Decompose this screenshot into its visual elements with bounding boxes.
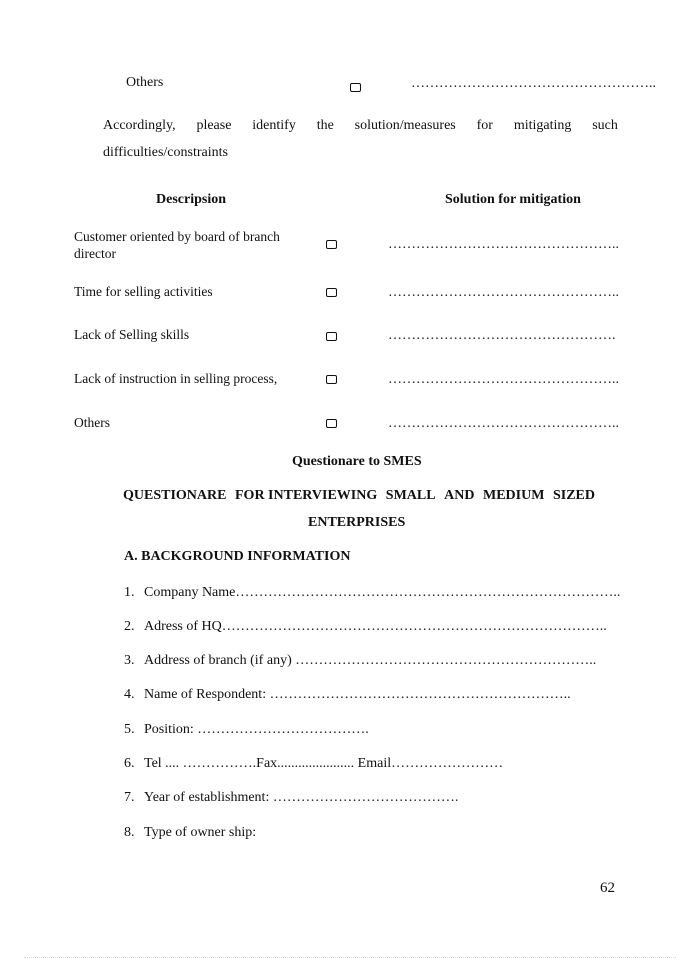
hq-address-field[interactable]: Adress of HQ……………………………………………………………………….. bbox=[144, 619, 607, 634]
heading-word: SMALL bbox=[385, 488, 436, 503]
item-number: 7. bbox=[124, 790, 135, 805]
item-number: 6. bbox=[124, 756, 135, 771]
contact-field[interactable]: Tel .... …………….Fax...................... Email…………………… bbox=[144, 756, 504, 771]
paragraph-word: for bbox=[476, 118, 493, 133]
heading-word: SIZED bbox=[552, 488, 595, 503]
item-number: 8. bbox=[124, 825, 135, 840]
paragraph-word: Accordingly, bbox=[103, 118, 176, 133]
instruction-paragraph-line1 bbox=[103, 118, 618, 134]
paragraph-word: please bbox=[196, 118, 232, 133]
section-a-heading: A. BACKGROUND INFORMATION bbox=[124, 549, 351, 564]
others-label: Others bbox=[126, 75, 164, 90]
row-description: Customer oriented by board of branch bbox=[74, 229, 280, 244]
row-checkbox[interactable] bbox=[326, 332, 337, 341]
row-description: Lack of instruction in selling process, bbox=[74, 371, 278, 386]
heading-word: QUESTIONARE bbox=[123, 488, 227, 503]
page-bottom-rule bbox=[24, 957, 676, 958]
item-number: 2. bbox=[124, 619, 135, 634]
item-number: 1. bbox=[124, 585, 135, 600]
others-checkbox[interactable] bbox=[350, 83, 361, 92]
sme-questionnaire-title: Questionare to SMES bbox=[292, 454, 422, 469]
sme-heading-line2: ENTERPRISES bbox=[308, 515, 406, 530]
item-number: 3. bbox=[124, 653, 135, 668]
row-description: Time for selling activities bbox=[74, 284, 213, 299]
heading-word: MEDIUM bbox=[482, 488, 545, 503]
company-name-field[interactable]: Company Name……………………………………………………………………….. bbox=[144, 585, 621, 600]
page-number: 62 bbox=[600, 880, 615, 896]
row-solution-dots: ………………………………………….. bbox=[388, 237, 619, 252]
row-description-cont: director bbox=[74, 246, 116, 261]
others-answer-dots: …………………………………………….. bbox=[411, 76, 656, 91]
row-solution-dots: ………………………………………….. bbox=[388, 372, 619, 387]
year-established-field[interactable]: Year of establishment: …………………………………. bbox=[144, 790, 459, 805]
paragraph-word: mitigating bbox=[513, 118, 572, 133]
item-number: 5. bbox=[124, 722, 135, 737]
description-column-header: Descripsion bbox=[156, 192, 226, 207]
paragraph-word: such bbox=[592, 118, 618, 133]
paragraph-word: the bbox=[316, 118, 334, 133]
row-description: Lack of Selling skills bbox=[74, 327, 190, 342]
ownership-type-label: Type of owner ship: bbox=[144, 825, 257, 840]
row-checkbox[interactable] bbox=[326, 288, 337, 297]
row-checkbox[interactable] bbox=[326, 240, 337, 249]
instruction-paragraph-line2: difficulties/constraints bbox=[103, 145, 228, 160]
sme-heading-line1 bbox=[123, 488, 595, 504]
row-solution-dots: ………………………………………….. bbox=[388, 285, 619, 300]
row-checkbox[interactable] bbox=[326, 375, 337, 384]
heading-word: FOR INTERVIEWING bbox=[235, 488, 378, 503]
heading-word: AND bbox=[444, 488, 475, 503]
row-checkbox[interactable] bbox=[326, 419, 337, 428]
row-description: Others bbox=[74, 415, 110, 430]
respondent-name-field[interactable]: Name of Respondent: ……………………………………………………….. bbox=[144, 687, 571, 702]
row-solution-dots: ………………………………………….. bbox=[388, 416, 619, 431]
item-number: 4. bbox=[124, 687, 135, 702]
branch-address-field[interactable]: Address of branch (if any) ……………………………………………………….. bbox=[144, 653, 597, 668]
paragraph-word: solution/measures bbox=[354, 118, 456, 133]
position-field[interactable]: Position: ………………………………. bbox=[144, 722, 369, 737]
solution-column-header: Solution for mitigation bbox=[445, 192, 581, 207]
paragraph-word: identify bbox=[252, 118, 296, 133]
row-solution-dots: …………………………………………. bbox=[388, 328, 616, 343]
